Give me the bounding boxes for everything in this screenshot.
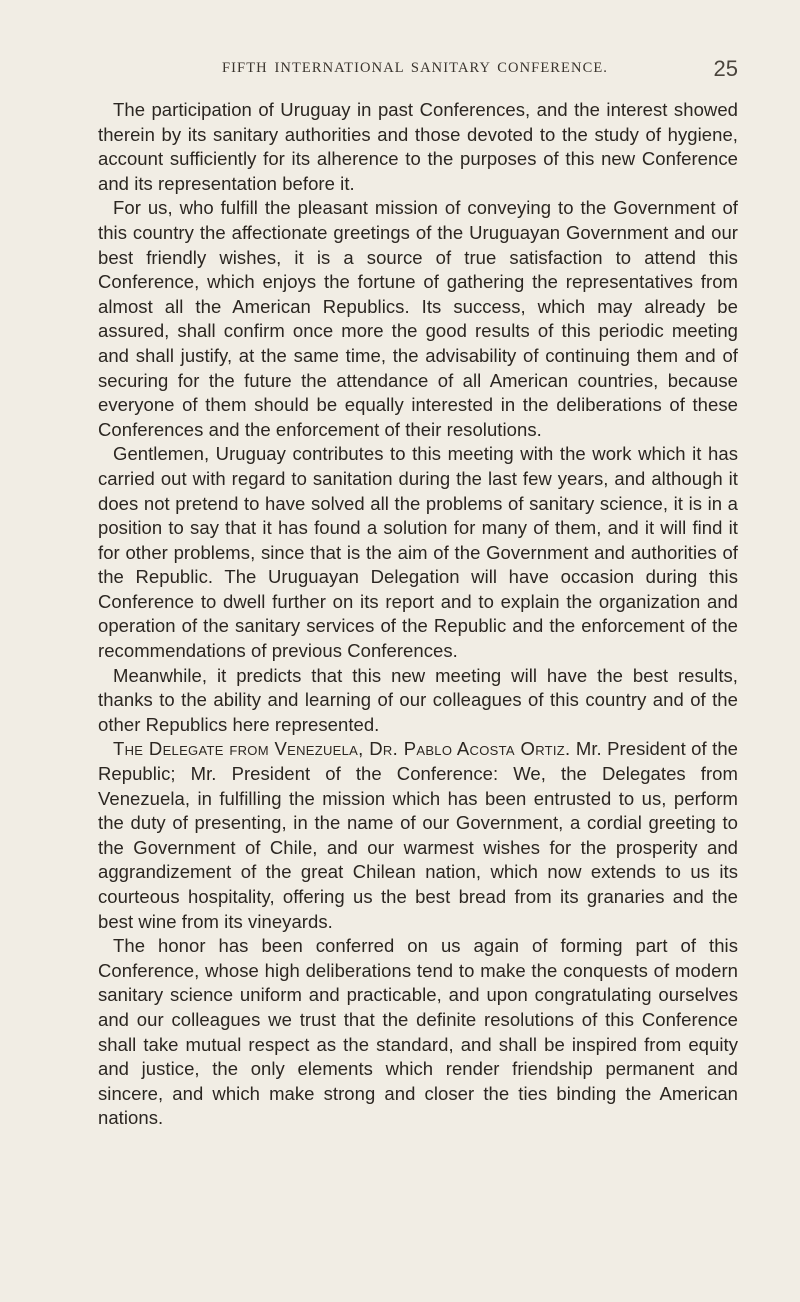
paragraph-uruguay-greetings: For us, who fulfill the pleasant mission of conveying to the Government of this country the affectionate greetings of the Uruguayan Government and our best friendly wishes, it is a source of true satisfaction to attend this Conference, which enjoys the fortune of gathering the representatives from almost all the American Republics. Its success, which may already be assured, shall confirm once more the good results of this periodic meeting and shall justify, at the same time, the advisability of continuing them and of securing for the future the attendance of all American countries, because everyone of them should be equally interested in the deliberations of these Conferences and the enforcement of their resolutions. (98, 197, 738, 440)
speech-text: Mr. President of the Republic; Mr. President of the Conference: We, the Delegates from Venezuela, in fulfilling the mission which has been entrusted to us, perform the duty of presenting, in the name of our Government, a cordial greeting to the Government of Chile, and our warmest wishes for the prosperity and aggrandizement of the great Chilean nation, which now extends to us its courteous hospitality, offering us the best bread from its granaries and the best wine from its vineyards. (98, 738, 738, 932)
paragraph-uruguay-prediction: Meanwhile, it predicts that this new meeting will have the best results, thanks to the ability and learning of our colleagues of this country and of the other Republics here represented. (98, 664, 738, 735)
paragraph-uruguay-contribution: Gentlemen, Uruguay contributes to this meeting with the work which it has carried out with regard to sanitation during the last few years, and although it does not pretend to have solved all the problems of sanitary science, it is in a position to say that it has found a solution for many of them, and it will find it for other problems, since that is the aim of the Government and authorities of the Republic. The Uruguayan Delegation will have occasion during this Conference to dwell further on its report and to explain the organization and operation of the sanitary services of the Republic and the enforcement of the recommendations of previous Conferences. (98, 443, 738, 662)
paragraph-venezuela-speech (98, 737, 738, 934)
speaker-heading: The Delegate from Venezuela, Dr. Pablo Acosta Ortiz. (113, 738, 571, 760)
paragraph-uruguay-participation: The participation of Uruguay in past Conferences, and the interest showed therein by its sanitary authorities and those devoted to the study of hygiene, account sufficiently for its alherence to the purposes of this new Conference and its representation before it. (98, 99, 738, 194)
paragraph-venezuela-honor: The honor has been conferred on us again of forming part of this Conference, whose high deliberations tend to make the conquests of modern sanitary science uniform and practicable, and upon congratulating ourselves and our colleagues we trust that the definite resolutions of this Conference shall take mutual respect as the standard, and shall be inspired from equity and justice, the only elements which render friendship permanent and sincere, and which make strong and closer the ties binding the American nations. (98, 935, 738, 1129)
running-head (94, 58, 736, 82)
body-text (98, 98, 738, 1131)
page-number: 25 (713, 56, 738, 81)
running-title: FIFTH INTERNATIONAL SANITARY CONFERENCE. (221, 60, 609, 76)
